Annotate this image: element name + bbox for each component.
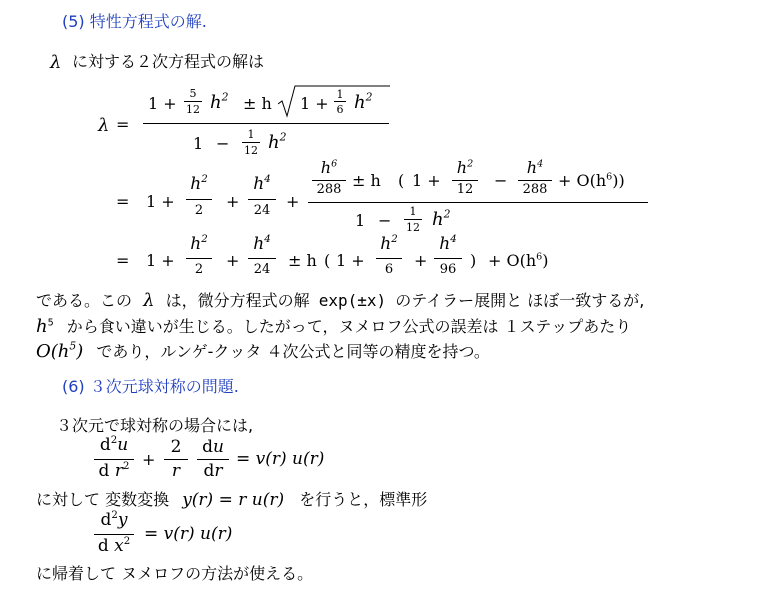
eq1-frac-num: 5: [189, 87, 197, 100]
eq2-den-frac-den: 12: [406, 221, 420, 234]
eq5-frac-den: d $x^2$: [97, 535, 131, 556]
eq3-plus3: +: [414, 251, 428, 270]
eq1-num-one-plus: 1 +: [148, 94, 177, 113]
eq4-frac2-den: r: [171, 461, 181, 481]
eq1-rad-frac-num: 1: [336, 88, 344, 101]
eq3-frac4-bar: [434, 258, 462, 259]
lambda-symbol: λ: [50, 52, 62, 73]
eq5-frac-bar: [94, 534, 134, 535]
para2-lambda: λ: [143, 290, 155, 311]
eq4-plus: +: [142, 450, 156, 469]
para2-line2: $h^5$ から食い違いが生じる。したがって，ヌメロフ公式の誤差は １ステップあたり: [36, 316, 632, 337]
eq2-den-frac-bar: [404, 219, 422, 220]
eq4-frac1-den: d $r^2$: [98, 460, 130, 481]
para4-line: に対して 変数変換 y(r) = r u(r) を行うと，標準形: [36, 490, 428, 510]
eq3-frac2-bar: [248, 258, 276, 259]
eq2-plus1: +: [226, 192, 240, 211]
eq2-frac2-bar: [248, 199, 276, 200]
eq2-den-h: $h^2$: [432, 207, 451, 230]
eq3-frac1-bar: [186, 258, 212, 259]
eq2-equals: =: [116, 192, 130, 211]
eq2-bn-frac1-num: $h^6$: [320, 158, 338, 177]
eq3-big-o: + $O(h^6)$: [488, 251, 549, 270]
eq4-frac2-bar: [164, 459, 188, 460]
eq2-den-one: 1: [355, 211, 366, 230]
eq2-bn-frac2-bar: [452, 180, 478, 181]
eq4-rhs: = v(r) u(r): [236, 449, 325, 469]
eq2-one-plus2: 1 +: [412, 171, 441, 190]
eq3-lparen: (: [324, 251, 331, 270]
eq3-frac1-num: $h^2$: [190, 233, 208, 254]
eq1-den-one: 1: [193, 134, 204, 153]
eq5-frac-num: $d^2y$: [100, 509, 128, 530]
eq2-bn-frac1-den: 288: [316, 182, 342, 197]
eq2-bn-frac1-bar: [312, 180, 346, 181]
eq5-rhs: = v(r) u(r): [144, 524, 233, 544]
eq2-plus2: +: [286, 192, 300, 211]
eq3-frac4-den: 96: [439, 262, 457, 277]
section-5-heading: (5) 特性方程式の解.: [62, 12, 207, 31]
para2-line1: である。この λ は，微分方程式の解 exp(±x) のテイラー展開と ほぼ一致するが,: [36, 290, 645, 311]
eq2-bn-frac3-num: $h^4$: [526, 158, 544, 177]
eq2-frac2-num: $h^4$: [253, 173, 271, 194]
eq1-equals: =: [116, 115, 130, 134]
eq1-den-frac-bar: [242, 142, 260, 143]
eq1-den-minus: −: [216, 134, 230, 153]
eq1-rad-frac-bar: [334, 101, 346, 102]
eq1-frac-den: 12: [186, 103, 200, 116]
para2-exp: exp(±x): [318, 291, 387, 310]
eq1-main-bar: [143, 123, 389, 124]
eq1-h: $h^2$: [210, 90, 229, 113]
eq4-frac1-bar: [94, 459, 134, 460]
para4-math: y(r) = r u(r): [182, 490, 285, 510]
para2-line3: $O(h^5)$ であり，ルンゲ-クッタ ４次公式と同等の精度を持つ。: [36, 339, 490, 362]
eq2-bn-frac3-den: 288: [522, 182, 548, 197]
para3-text: ３次元で球対称の場合には,: [56, 416, 254, 435]
eq1-den-h: $h^2$: [268, 130, 287, 153]
eq1-pm-h: ± h: [243, 94, 272, 113]
eq2-den-minus: −: [378, 211, 392, 230]
eq3-equals: =: [116, 251, 130, 270]
eq3-frac1-den: 2: [194, 262, 204, 277]
eq1-den-frac-num: 1: [247, 128, 255, 141]
para5-text: に帰着して ヌメロフの方法が使える。: [36, 564, 314, 583]
eq2-pm-h: ± h: [352, 171, 381, 190]
eq3-frac3-bar: [376, 258, 402, 259]
eq2-bn-frac3-bar: [518, 180, 552, 181]
eq1-frac-bar: [184, 101, 202, 102]
eq4-frac1-num: $d^2u$: [99, 434, 129, 455]
section-6-heading: (6) ３次元球対称の問題.: [62, 377, 239, 396]
eq2-one-plus: 1 +: [146, 192, 175, 211]
eq4-frac2-num: 2: [170, 437, 182, 457]
eq3-frac4-num: $h^4$: [439, 233, 457, 254]
eq1-rad-one-plus: 1 +: [300, 94, 329, 113]
eq2-frac1-bar: [186, 199, 212, 200]
eq2-big-o: + $O(h^6)$): [558, 171, 625, 190]
eq2-den-frac-num: 1: [409, 205, 417, 218]
eq3-frac3-num: $h^2$: [380, 233, 398, 254]
eq3-rparen: ): [470, 251, 477, 270]
eq3-frac3-den: 6: [384, 262, 394, 277]
eq2-minus: −: [494, 171, 508, 190]
eq3-plus1: +: [226, 251, 240, 270]
eq2-bn-frac2-num: $h^2$: [456, 158, 474, 177]
eq3-frac2-den: 24: [253, 262, 271, 277]
eq2-frac1-den: 2: [194, 203, 204, 218]
eq4-frac3-bar: [197, 459, 229, 460]
eq4-frac3-den: dr: [203, 461, 223, 481]
eq1-lhs: λ: [98, 115, 110, 136]
eq3-one-plus: 1 +: [146, 251, 175, 270]
eq2-frac1-num: $h^2$: [190, 173, 208, 194]
eq2-main-bar: [308, 202, 648, 203]
eq1-den-frac-den: 12: [244, 144, 258, 157]
eq2-bn-frac2-den: 12: [456, 182, 474, 197]
eq2-lparen: (: [398, 171, 405, 190]
eq2-frac2-den: 24: [253, 203, 271, 218]
eq3-frac2-num: $h^4$: [253, 233, 271, 254]
intro-text: に対する２次方程式の解は: [72, 52, 265, 71]
eq1-rad-h: $h^2$: [354, 90, 373, 113]
eq3-one-plus2: 1 +: [336, 251, 365, 270]
eq3-pm-h: ± h: [288, 251, 317, 270]
eq1-rad-frac-den: 6: [336, 103, 344, 116]
eq4-frac3-num: du: [202, 437, 224, 457]
